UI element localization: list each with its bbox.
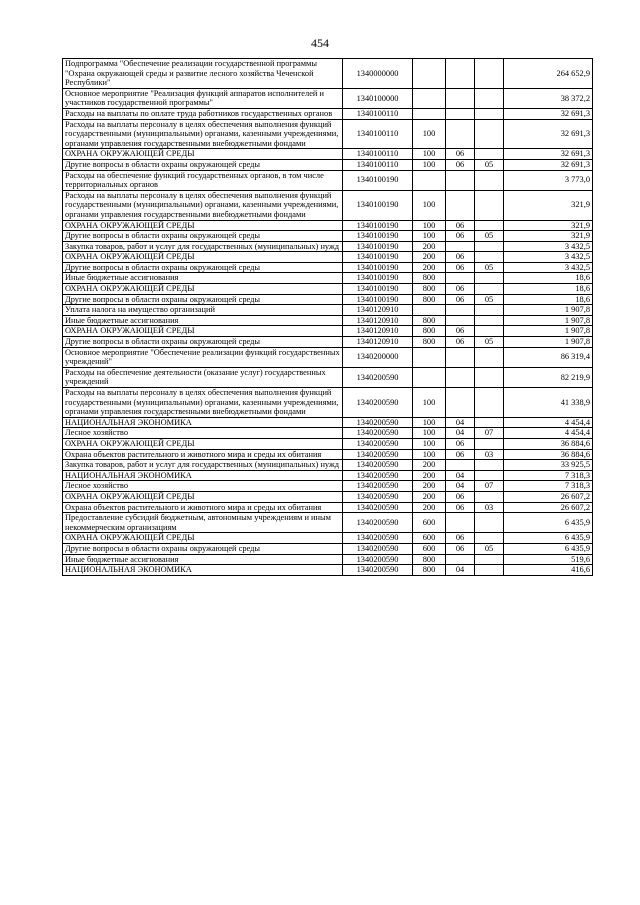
amount-cell: 32 691,3: [504, 119, 593, 149]
target-code-cell: 1340100190: [343, 241, 413, 252]
target-code-cell: 1340200590: [343, 554, 413, 565]
section-cell: 06: [446, 449, 475, 460]
section-cell: [446, 119, 475, 149]
target-code-cell: 1340120910: [343, 337, 413, 348]
subsection-cell: [475, 417, 504, 428]
row-name-cell: Другие вопросы в области охраны окружающей среды: [63, 543, 343, 554]
amount-cell: 3 432,5: [504, 241, 593, 252]
subsection-cell: [475, 388, 504, 418]
subsection-cell: [475, 513, 504, 533]
expense-type-cell: 100: [413, 428, 446, 439]
target-code-cell: 1340200590: [343, 449, 413, 460]
budget-table-body: [63, 59, 593, 576]
target-code-cell: 1340100190: [343, 294, 413, 305]
subsection-cell: [475, 59, 504, 89]
row-name-cell: Основное мероприятие "Обеспечение реализации функций государственных учреждений": [63, 347, 343, 367]
table-row: [63, 284, 593, 295]
table-row: [63, 305, 593, 316]
table-row: [63, 170, 593, 190]
amount-cell: 321,9: [504, 190, 593, 220]
amount-cell: 264 652,9: [504, 59, 593, 89]
subsection-cell: [475, 315, 504, 326]
expense-type-cell: 600: [413, 513, 446, 533]
amount-cell: 36 884,6: [504, 449, 593, 460]
target-code-cell: 1340100110: [343, 159, 413, 170]
row-name-cell: Лесное хозяйство: [63, 428, 343, 439]
expense-type-cell: 800: [413, 565, 446, 576]
target-code-cell: 1340100110: [343, 149, 413, 160]
subsection-cell: [475, 149, 504, 160]
amount-cell: 4 454,4: [504, 417, 593, 428]
expense-type-cell: 800: [413, 273, 446, 284]
section-cell: 06: [446, 294, 475, 305]
section-cell: 04: [446, 481, 475, 492]
expense-type-cell: 200: [413, 491, 446, 502]
row-name-cell: Расходы на выплаты персоналу в целях обеспечения выполнения функций государственными (муниципальными) органами, казенными учреждениями, органами управления государственными внебюджетными фондами: [63, 388, 343, 418]
section-cell: 06: [446, 543, 475, 554]
expense-type-cell: 800: [413, 337, 446, 348]
section-cell: 06: [446, 438, 475, 449]
amount-cell: 86 319,4: [504, 347, 593, 367]
table-row: [63, 294, 593, 305]
expense-type-cell: 200: [413, 502, 446, 513]
table-row: [63, 491, 593, 502]
section-cell: [446, 388, 475, 418]
target-code-cell: 1340100190: [343, 252, 413, 263]
subsection-cell: 05: [475, 543, 504, 554]
target-code-cell: 1340200590: [343, 491, 413, 502]
table-row: [63, 231, 593, 242]
expense-type-cell: 800: [413, 554, 446, 565]
amount-cell: 3 432,5: [504, 252, 593, 263]
table-row: [63, 481, 593, 492]
amount-cell: 32 691,3: [504, 108, 593, 119]
row-name-cell: Расходы на обеспечение деятельности (оказание услуг) государственных учреждений: [63, 367, 343, 387]
target-code-cell: 1340200590: [343, 481, 413, 492]
section-cell: 04: [446, 470, 475, 481]
subsection-cell: [475, 119, 504, 149]
row-name-cell: Расходы на выплаты по оплате труда работников государственных органов: [63, 108, 343, 119]
expense-type-cell: 100: [413, 231, 446, 242]
section-cell: 06: [446, 337, 475, 348]
target-code-cell: 1340100190: [343, 262, 413, 273]
row-name-cell: Охрана объектов растительного и животного мира и среды их обитания: [63, 449, 343, 460]
amount-cell: 7 318,3: [504, 470, 593, 481]
amount-cell: 1 907,8: [504, 305, 593, 316]
target-code-cell: 1340200590: [343, 388, 413, 418]
table-row: [63, 513, 593, 533]
section-cell: [446, 108, 475, 119]
expense-type-cell: 800: [413, 315, 446, 326]
subsection-cell: [475, 533, 504, 544]
target-code-cell: 1340120910: [343, 315, 413, 326]
subsection-cell: 05: [475, 337, 504, 348]
amount-cell: 82 219,9: [504, 367, 593, 387]
row-name-cell: ОХРАНА ОКРУЖАЮЩЕЙ СРЕДЫ: [63, 533, 343, 544]
section-cell: 06: [446, 220, 475, 231]
section-cell: [446, 347, 475, 367]
table-row: [63, 220, 593, 231]
table-row: [63, 88, 593, 108]
subsection-cell: 05: [475, 159, 504, 170]
table-row: [63, 460, 593, 471]
section-cell: [446, 170, 475, 190]
target-code-cell: 1340200590: [343, 565, 413, 576]
target-code-cell: 1340200000: [343, 347, 413, 367]
expense-type-cell: [413, 305, 446, 316]
target-code-cell: 1340100190: [343, 273, 413, 284]
table-row: [63, 190, 593, 220]
row-name-cell: Иные бюджетные ассигнования: [63, 315, 343, 326]
table-row: [63, 417, 593, 428]
section-cell: 06: [446, 491, 475, 502]
table-row: [63, 428, 593, 439]
amount-cell: 18,6: [504, 273, 593, 284]
budget-table: [62, 58, 593, 576]
row-name-cell: Закупка товаров, работ и услуг для государственных (муниципальных) нужд: [63, 460, 343, 471]
row-name-cell: ОХРАНА ОКРУЖАЮЩЕЙ СРЕДЫ: [63, 491, 343, 502]
table-row: [63, 59, 593, 89]
section-cell: [446, 273, 475, 284]
target-code-cell: 1340200590: [343, 533, 413, 544]
amount-cell: 26 607,2: [504, 491, 593, 502]
expense-type-cell: 200: [413, 262, 446, 273]
subsection-cell: [475, 88, 504, 108]
section-cell: [446, 460, 475, 471]
expense-type-cell: [413, 88, 446, 108]
target-code-cell: 1340100190: [343, 231, 413, 242]
subsection-cell: [475, 554, 504, 565]
row-name-cell: ОХРАНА ОКРУЖАЮЩЕЙ СРЕДЫ: [63, 438, 343, 449]
row-name-cell: Лесное хозяйство: [63, 481, 343, 492]
table-row: [63, 149, 593, 160]
expense-type-cell: 100: [413, 149, 446, 160]
subsection-cell: 07: [475, 481, 504, 492]
target-code-cell: 1340120910: [343, 326, 413, 337]
expense-type-cell: 100: [413, 190, 446, 220]
row-name-cell: Расходы на выплаты персоналу в целях обеспечения выполнения функций государственными (муниципальными) органами, казенными учреждениями, органами управления государственными внебюджетными фондами: [63, 119, 343, 149]
table-row: [63, 470, 593, 481]
target-code-cell: 1340200590: [343, 543, 413, 554]
expense-type-cell: [413, 170, 446, 190]
row-name-cell: Уплата налога на имущество организаций: [63, 305, 343, 316]
amount-cell: 36 884,6: [504, 438, 593, 449]
section-cell: 06: [446, 252, 475, 263]
subsection-cell: [475, 491, 504, 502]
row-name-cell: Подпрограмма "Обеспечение реализации государственной программы "Охрана окружающей среды и развитие лесного хозяйства Чеченской Республики": [63, 59, 343, 89]
table-row: [63, 119, 593, 149]
expense-type-cell: 800: [413, 326, 446, 337]
section-cell: 06: [446, 284, 475, 295]
amount-cell: 3 432,5: [504, 262, 593, 273]
target-code-cell: 1340200590: [343, 470, 413, 481]
target-code-cell: 1340200590: [343, 460, 413, 471]
row-name-cell: Расходы на обеспечение функций государственных органов, в том числе территориальных органов: [63, 170, 343, 190]
amount-cell: 6 435,9: [504, 543, 593, 554]
row-name-cell: НАЦИОНАЛЬНАЯ ЭКОНОМИКА: [63, 470, 343, 481]
amount-cell: 38 372,2: [504, 88, 593, 108]
subsection-cell: [475, 565, 504, 576]
row-name-cell: Охрана объектов растительного и животного мира и среды их обитания: [63, 502, 343, 513]
table-row: [63, 438, 593, 449]
expense-type-cell: 200: [413, 481, 446, 492]
target-code-cell: 1340100190: [343, 170, 413, 190]
expense-type-cell: 200: [413, 252, 446, 263]
expense-type-cell: [413, 59, 446, 89]
row-name-cell: ОХРАНА ОКРУЖАЮЩЕЙ СРЕДЫ: [63, 220, 343, 231]
section-cell: [446, 554, 475, 565]
subsection-cell: [475, 438, 504, 449]
subsection-cell: [475, 241, 504, 252]
target-code-cell: 1340000000: [343, 59, 413, 89]
expense-type-cell: 200: [413, 241, 446, 252]
target-code-cell: 1340100190: [343, 284, 413, 295]
subsection-cell: 03: [475, 502, 504, 513]
section-cell: 06: [446, 149, 475, 160]
expense-type-cell: 800: [413, 294, 446, 305]
table-row: [63, 367, 593, 387]
row-name-cell: Закупка товаров, работ и услуг для государственных (муниципальных) нужд: [63, 241, 343, 252]
target-code-cell: 1340100110: [343, 119, 413, 149]
table-row: [63, 533, 593, 544]
table-row: [63, 315, 593, 326]
amount-cell: 18,6: [504, 284, 593, 295]
row-name-cell: Иные бюджетные ассигнования: [63, 554, 343, 565]
amount-cell: 1 907,8: [504, 337, 593, 348]
expense-type-cell: [413, 367, 446, 387]
section-cell: 04: [446, 565, 475, 576]
subsection-cell: [475, 305, 504, 316]
table-row: [63, 347, 593, 367]
subsection-cell: 05: [475, 231, 504, 242]
table-row: [63, 159, 593, 170]
row-name-cell: НАЦИОНАЛЬНАЯ ЭКОНОМИКА: [63, 565, 343, 576]
section-cell: [446, 315, 475, 326]
table-row: [63, 273, 593, 284]
section-cell: 04: [446, 428, 475, 439]
amount-cell: 26 607,2: [504, 502, 593, 513]
expense-type-cell: 600: [413, 533, 446, 544]
target-code-cell: 1340100190: [343, 220, 413, 231]
expense-type-cell: 800: [413, 284, 446, 295]
row-name-cell: ОХРАНА ОКРУЖАЮЩЕЙ СРЕДЫ: [63, 252, 343, 263]
expense-type-cell: 100: [413, 417, 446, 428]
amount-cell: 519,6: [504, 554, 593, 565]
expense-type-cell: 100: [413, 159, 446, 170]
table-row: [63, 337, 593, 348]
expense-type-cell: 200: [413, 460, 446, 471]
section-cell: [446, 241, 475, 252]
amount-cell: 18,6: [504, 294, 593, 305]
amount-cell: 1 907,8: [504, 315, 593, 326]
target-code-cell: 1340200590: [343, 417, 413, 428]
section-cell: 06: [446, 262, 475, 273]
row-name-cell: Другие вопросы в области охраны окружающей среды: [63, 294, 343, 305]
amount-cell: 416,6: [504, 565, 593, 576]
row-name-cell: Другие вопросы в области охраны окружающей среды: [63, 262, 343, 273]
row-name-cell: Иные бюджетные ассигнования: [63, 273, 343, 284]
amount-cell: 1 907,8: [504, 326, 593, 337]
section-cell: [446, 513, 475, 533]
amount-cell: 33 925,5: [504, 460, 593, 471]
row-name-cell: ОХРАНА ОКРУЖАЮЩЕЙ СРЕДЫ: [63, 149, 343, 160]
amount-cell: 7 318,3: [504, 481, 593, 492]
row-name-cell: Другие вопросы в области охраны окружающей среды: [63, 159, 343, 170]
target-code-cell: 1340200590: [343, 438, 413, 449]
amount-cell: 41 338,9: [504, 388, 593, 418]
target-code-cell: 1340200590: [343, 367, 413, 387]
subsection-cell: 03: [475, 449, 504, 460]
subsection-cell: [475, 367, 504, 387]
expense-type-cell: 100: [413, 388, 446, 418]
subsection-cell: 05: [475, 262, 504, 273]
table-row: [63, 554, 593, 565]
expense-type-cell: 100: [413, 438, 446, 449]
amount-cell: 321,9: [504, 220, 593, 231]
amount-cell: 6 435,9: [504, 533, 593, 544]
target-code-cell: 1340120910: [343, 305, 413, 316]
table-row: [63, 262, 593, 273]
subsection-cell: 05: [475, 294, 504, 305]
subsection-cell: [475, 252, 504, 263]
section-cell: 06: [446, 231, 475, 242]
subsection-cell: [475, 273, 504, 284]
subsection-cell: [475, 284, 504, 295]
target-code-cell: 1340100000: [343, 88, 413, 108]
subsection-cell: [475, 460, 504, 471]
subsection-cell: [475, 190, 504, 220]
amount-cell: 3 773,0: [504, 170, 593, 190]
subsection-cell: [475, 326, 504, 337]
expense-type-cell: 200: [413, 470, 446, 481]
target-code-cell: 1340100190: [343, 190, 413, 220]
target-code-cell: 1340200590: [343, 513, 413, 533]
table-row: [63, 449, 593, 460]
expense-type-cell: 100: [413, 119, 446, 149]
row-name-cell: Основное мероприятие "Реализация функций аппаратов исполнителей и участников государственной программы": [63, 88, 343, 108]
section-cell: 06: [446, 533, 475, 544]
target-code-cell: 1340200590: [343, 502, 413, 513]
expense-type-cell: 100: [413, 449, 446, 460]
subsection-cell: [475, 470, 504, 481]
section-cell: [446, 88, 475, 108]
section-cell: 04: [446, 417, 475, 428]
target-code-cell: 1340100110: [343, 108, 413, 119]
section-cell: 06: [446, 502, 475, 513]
table-row: [63, 252, 593, 263]
row-name-cell: ОХРАНА ОКРУЖАЮЩЕЙ СРЕДЫ: [63, 284, 343, 295]
section-cell: [446, 305, 475, 316]
section-cell: 06: [446, 159, 475, 170]
table-row: [63, 326, 593, 337]
table-row: [63, 565, 593, 576]
amount-cell: 4 454,4: [504, 428, 593, 439]
subsection-cell: [475, 170, 504, 190]
expense-type-cell: 600: [413, 543, 446, 554]
amount-cell: 32 691,3: [504, 149, 593, 160]
amount-cell: 321,9: [504, 231, 593, 242]
subsection-cell: [475, 347, 504, 367]
expense-type-cell: [413, 108, 446, 119]
table-row: [63, 543, 593, 554]
expense-type-cell: [413, 347, 446, 367]
subsection-cell: [475, 108, 504, 119]
subsection-cell: [475, 220, 504, 231]
row-name-cell: Другие вопросы в области охраны окружающей среды: [63, 231, 343, 242]
expense-type-cell: 100: [413, 220, 446, 231]
subsection-cell: 07: [475, 428, 504, 439]
table-row: [63, 502, 593, 513]
row-name-cell: НАЦИОНАЛЬНАЯ ЭКОНОМИКА: [63, 417, 343, 428]
row-name-cell: Расходы на выплаты персоналу в целях обеспечения выполнения функций государственными (муниципальными) органами, казенными учреждениями, органами управления государственными внебюджетными фондами: [63, 190, 343, 220]
table-row: [63, 241, 593, 252]
section-cell: [446, 367, 475, 387]
section-cell: [446, 59, 475, 89]
row-name-cell: ОХРАНА ОКРУЖАЮЩЕЙ СРЕДЫ: [63, 326, 343, 337]
section-cell: 06: [446, 326, 475, 337]
table-row: [63, 108, 593, 119]
row-name-cell: Другие вопросы в области охраны окружающей среды: [63, 337, 343, 348]
amount-cell: 32 691,3: [504, 159, 593, 170]
amount-cell: 6 435,9: [504, 513, 593, 533]
section-cell: [446, 190, 475, 220]
target-code-cell: 1340200590: [343, 428, 413, 439]
page-number: 454: [311, 36, 329, 50]
row-name-cell: Предоставление субсидий бюджетным, автономным учреждениям и иным некоммерческим организациям: [63, 513, 343, 533]
table-row: [63, 388, 593, 418]
